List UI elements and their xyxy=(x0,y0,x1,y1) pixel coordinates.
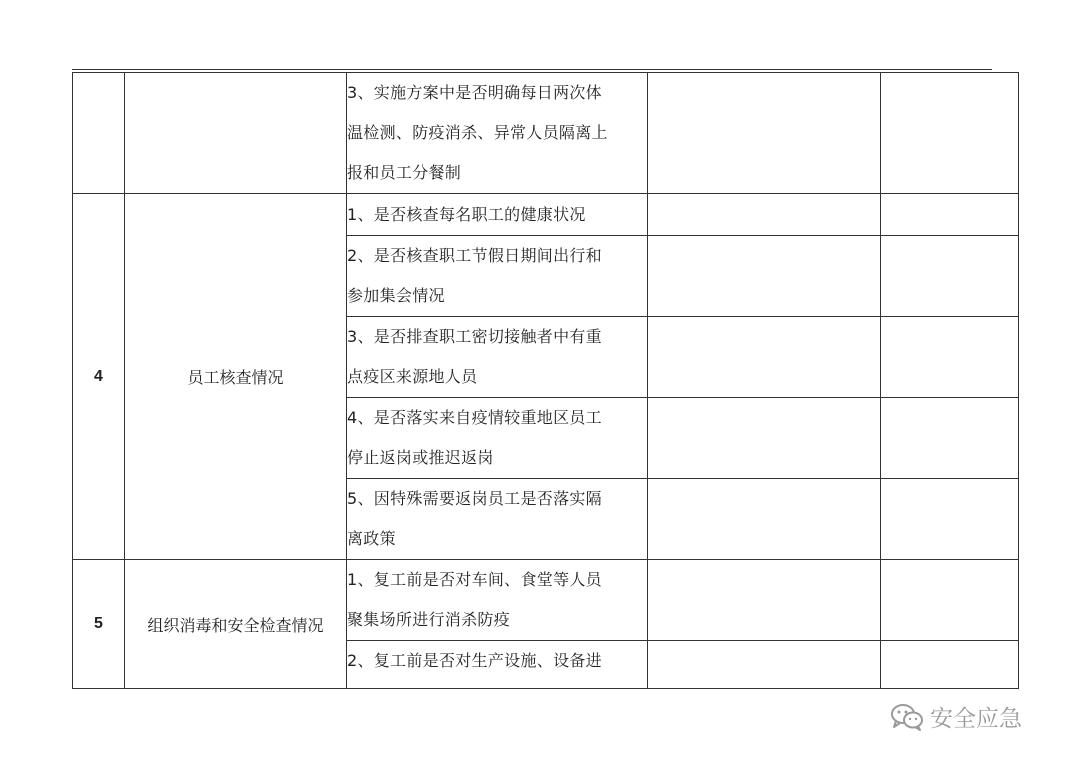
table-row xyxy=(73,560,1019,641)
remarks-cell xyxy=(881,73,1019,194)
remarks-cell xyxy=(881,641,1019,689)
check-content-cell xyxy=(347,73,648,194)
page-top-rule xyxy=(72,69,992,70)
remarks-cell xyxy=(881,479,1019,560)
content-line: 3、是否排查职工密切接触者中有重 xyxy=(347,327,602,346)
content-line: 1、复工前是否对车间、食堂等人员 xyxy=(347,570,602,589)
check-result-cell xyxy=(648,73,881,194)
check-result-cell xyxy=(648,194,881,236)
check-result-cell xyxy=(648,317,881,398)
wechat-icon xyxy=(890,702,924,732)
content-line: 2、是否核查职工节假日期间出行和 xyxy=(347,246,602,265)
content-line: 4、是否落实来自疫情较重地区员工 xyxy=(347,408,602,427)
check-content-cell xyxy=(347,398,648,479)
item-number-cell xyxy=(73,73,125,194)
check-content-cell xyxy=(347,194,648,236)
content-line: 点疫区来源地人员 xyxy=(347,367,478,386)
content-line: 聚集场所进行消杀防疫 xyxy=(347,610,511,629)
watermark-text: 安全应急 xyxy=(930,706,1022,732)
table-row xyxy=(73,73,1019,194)
item-number-cell: 4 xyxy=(73,194,125,560)
check-content-cell xyxy=(347,317,648,398)
check-result-cell xyxy=(648,236,881,317)
check-content-cell xyxy=(347,641,648,689)
check-item-cell: 员工核查情况 xyxy=(125,194,347,560)
check-item-cell: 组织消毒和安全检查情况 xyxy=(125,560,347,689)
remarks-cell xyxy=(881,236,1019,317)
table-row xyxy=(73,194,1019,236)
content-line: 温检测、防疫消杀、异常人员隔离上 xyxy=(347,123,608,142)
check-content-cell xyxy=(347,236,648,317)
content-line: 3、实施方案中是否明确每日两次体 xyxy=(347,83,602,102)
inspection-checklist-table xyxy=(72,72,1019,689)
remarks-cell xyxy=(881,317,1019,398)
check-result-cell xyxy=(648,479,881,560)
remarks-cell xyxy=(881,194,1019,236)
content-line: 报和员工分餐制 xyxy=(347,163,462,182)
check-result-cell xyxy=(648,398,881,479)
content-line: 离政策 xyxy=(347,529,396,548)
item-number-cell: 5 xyxy=(73,560,125,689)
content-line: 2、复工前是否对生产设施、设备进 xyxy=(347,651,602,670)
content-line: 停止返岗或推迟返岗 xyxy=(347,448,494,467)
check-result-cell xyxy=(648,560,881,641)
remarks-cell xyxy=(881,398,1019,479)
check-content-cell xyxy=(347,560,648,641)
content-line: 参加集会情况 xyxy=(347,286,445,305)
content-line: 1、是否核查每名职工的健康状况 xyxy=(347,204,586,224)
content-line: 5、因特殊需要返岗员工是否落实隔 xyxy=(347,489,602,508)
watermark xyxy=(890,700,1022,733)
remarks-cell xyxy=(881,560,1019,641)
check-content-cell xyxy=(347,479,648,560)
check-result-cell xyxy=(648,641,881,689)
check-item-cell xyxy=(125,73,347,194)
